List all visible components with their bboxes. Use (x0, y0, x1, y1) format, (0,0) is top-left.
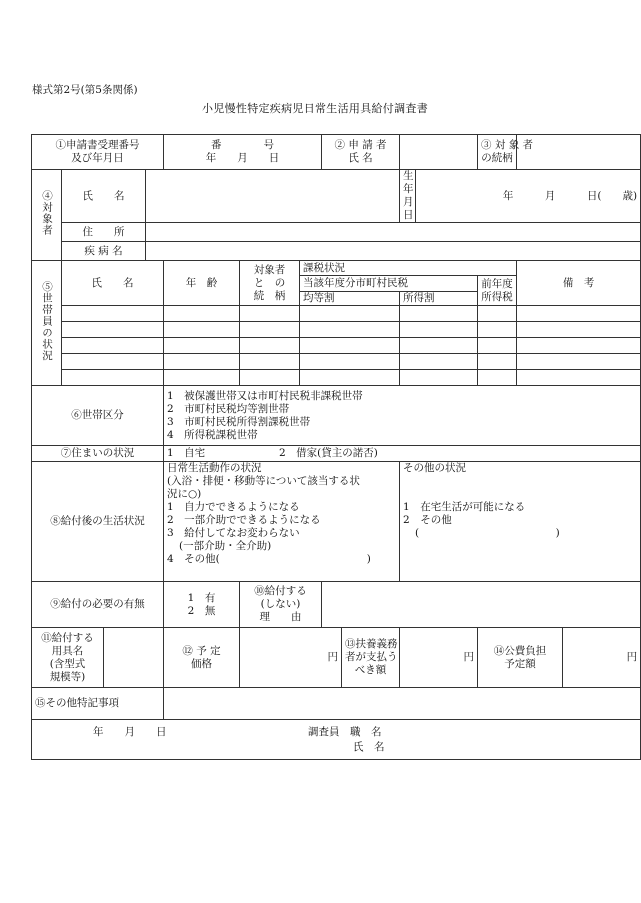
list-item[interactable]: 1 被保護世帯又は市町村民税非課税世帯 (167, 389, 363, 402)
current-tax-header: 当該年度分市町村民税 (300, 276, 478, 292)
housing-own[interactable]: 1 自宅 (167, 447, 206, 459)
household-name-header: 氏 名 (62, 261, 164, 306)
list-item[interactable]: 1 在宅生活が可能になる (403, 501, 526, 513)
remarks-label: ⑮その他特記事項 (32, 688, 164, 720)
household-age-header: 年 齢 (164, 261, 240, 306)
table-row[interactable] (32, 322, 641, 338)
list-item[interactable]: 2 一部介助でできるようになる (167, 514, 321, 526)
housing-rent[interactable]: 2 借家(貸主の諾否) (279, 447, 378, 459)
tax-status-header: 課税状況 (300, 261, 517, 276)
list-item[interactable]: 3 市町村民税所得割課税世帯 (167, 415, 311, 428)
household-category-options[interactable] (164, 386, 641, 446)
list-item[interactable]: 1 自力でできるようになる (167, 501, 300, 513)
remarks-field[interactable] (164, 688, 641, 720)
table-row[interactable] (32, 354, 641, 370)
list-item[interactable]: 4 所得税課税世帯 (167, 428, 258, 441)
household-section-label: ⑤世帯員の状況 (32, 261, 62, 386)
target-name-field[interactable] (146, 170, 400, 223)
address-label: 住 所 (62, 223, 146, 242)
relation-label: ③ 対 象 者 の続柄 (478, 135, 517, 170)
inspector-title: 調査員 職 名 (308, 725, 382, 738)
support-obligor-label: ⑬扶養義務 者が支払う べき額 (342, 628, 400, 688)
birth-label: 生年月日 (400, 170, 416, 223)
applicant-field[interactable] (400, 135, 478, 170)
list-item[interactable]: 2 市町村民税均等割世帯 (167, 402, 290, 415)
notes-header: 備 考 (517, 261, 641, 306)
equipment-name-label: ⑪給付する 用具名 (含型式 規模等) (32, 628, 104, 688)
inspection-date: 年 月 日 (93, 725, 167, 738)
table-row[interactable] (32, 306, 641, 322)
public-expense-label: ⑭公費負担 予定額 (478, 628, 563, 688)
post-benefit-label: ⑧給付後の生活状況 (32, 462, 164, 582)
benefit-need-label: ⑨給付の必要の有無 (32, 582, 164, 628)
disease-label: 疾 病 名 (62, 242, 146, 261)
public-expense-field[interactable]: 円 (563, 628, 641, 688)
benefit-reason-field[interactable] (322, 582, 641, 628)
equipment-name-field[interactable] (104, 628, 164, 688)
list-item[interactable]: 4 その他( ) (167, 553, 371, 565)
benefit-reason-label: ⑩給付する (しない) 理 由 (240, 582, 322, 628)
form-number: 様式第2号(第5条関係) (32, 84, 138, 96)
income-tax-header: 所得割 (400, 292, 478, 306)
household-relation-header: 対象者 と の 続 柄 (240, 261, 300, 306)
applicant-label: ② 申 請 者 氏 名 (322, 135, 400, 170)
disease-field[interactable] (146, 242, 641, 261)
daily-activity-status[interactable]: 日常生活動作の状況 (入浴・排便・移動等について該当する状 況に○) 1 自力でできるようになる 2 一部介助でできるようになる 3 給付してなお変わらない (一部介助・全介助) 4 その他( ) (164, 462, 400, 582)
housing-options[interactable] (164, 446, 641, 462)
household-category-label: ⑥世帯区分 (32, 386, 164, 446)
equal-tax-header: 均等割 (300, 292, 400, 306)
address-field[interactable] (146, 223, 641, 242)
support-obligor-field[interactable]: 円 (400, 628, 478, 688)
inspector-signature[interactable] (32, 720, 641, 760)
birth-field[interactable]: 年 月 日( 歳) (416, 170, 641, 223)
survey-form-table (31, 134, 641, 760)
list-item[interactable]: 2 その他 (403, 514, 452, 526)
planned-price-field[interactable]: 円 (240, 628, 342, 688)
target-section-label: ④対象者 (32, 170, 62, 261)
list-item[interactable]: 3 給付してなお変わらない (167, 527, 300, 539)
prev-income-tax-header: 前年度 所得税 (478, 276, 517, 306)
other-status[interactable]: その他の状況 1 在宅生活が可能になる 2 その他 ( ) (400, 462, 641, 582)
document-title: 小児慢性特定疾病児日常生活用具給付調査書 (202, 102, 428, 115)
target-name-label: 氏 名 (62, 170, 146, 223)
benefit-need-options[interactable]: 1 有 2 無 (164, 582, 240, 628)
housing-label: ⑦住まいの状況 (32, 446, 164, 462)
relation-field[interactable] (517, 135, 641, 170)
receipt-number-field[interactable]: 番 号 年 月 日 (164, 135, 322, 170)
inspector-name: 氏 名 (353, 740, 385, 753)
receipt-number-label: ①申請書受理番号 及び年月日 (32, 135, 164, 170)
table-row[interactable] (32, 338, 641, 354)
table-row[interactable] (32, 370, 641, 386)
planned-price-label: ⑫ 予 定 価格 (164, 628, 240, 688)
